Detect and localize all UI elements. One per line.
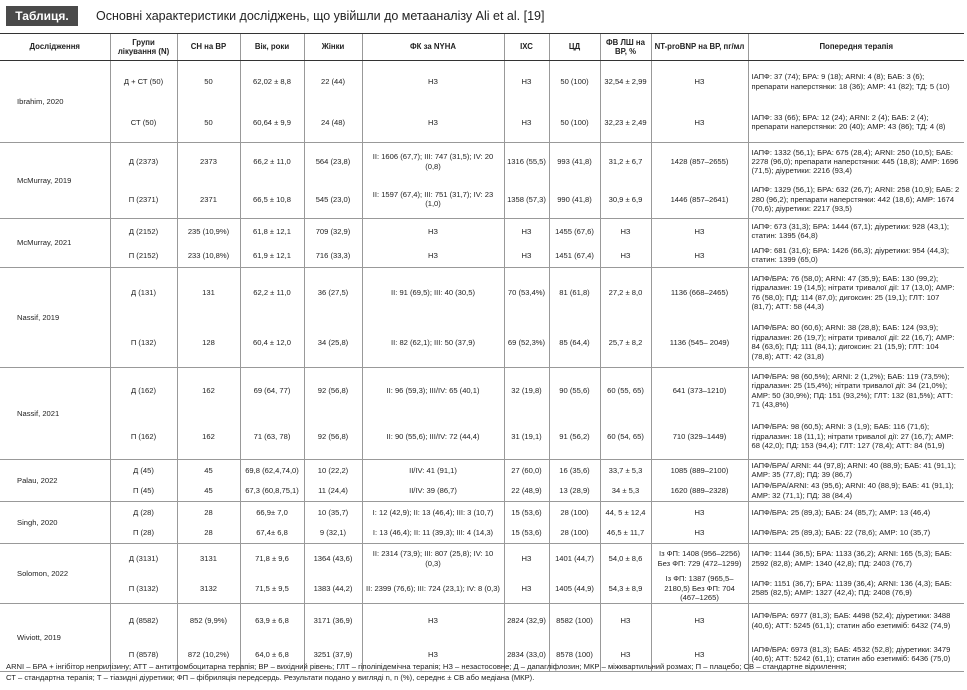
table-row xyxy=(0,368,964,414)
cell-bnp: НЗ xyxy=(651,219,748,244)
cell-bnp: 1136 (545– 2049) xyxy=(651,318,748,368)
cell-nyha: НЗ xyxy=(362,604,504,638)
cell-hf: 3132 xyxy=(177,574,240,604)
cell-women: 716 (33,3) xyxy=(304,244,362,268)
study-name: Wiviott, 2019 xyxy=(0,604,110,672)
table-label: Таблиця. xyxy=(6,6,78,26)
cell-therapy: ІАПФ/БРА: 80 (60,6); ARNI: 38 (28,8); БАБ: 124 (93,9); гідралазин: 26 (19,7); нітрати тривалої дії: 22 (16,7); AMP: 84 (63,6); ПД: 111 (84,1); дигоксин: 21 (15,9); ГЛТ: 104 (78,8); АТТ: 42 (31,8) xyxy=(748,318,964,368)
cell-hf: 162 xyxy=(177,368,240,414)
cell-nyha: ІІ/IV: 39 (86,7) xyxy=(362,481,504,502)
table-row xyxy=(0,460,964,481)
cell-hf: 2373 xyxy=(177,143,240,181)
cell-lvef: НЗ xyxy=(600,638,651,672)
table-row xyxy=(0,604,964,638)
cell-nyha: НЗ xyxy=(362,244,504,268)
cell-lvef: 46,5 ± 11,7 xyxy=(600,523,651,544)
cell-therapy: ІАПФ: 1144 (36,5); БРА: 1133 (36,2); ARNI: 165 (5,3); БАБ: 2592 (82,8); AMP: 1340 (42,8); ПД: 2403 (76,7) xyxy=(748,544,964,574)
table-row xyxy=(0,61,964,103)
cell-dm: 16 (35,6) xyxy=(549,460,600,481)
cell-ihd: НЗ xyxy=(504,103,549,143)
cell-therapy: ІАПФ/БРА: 98 (60,5); ARNI: 3 (1,9); БАБ: 116 (71,6); гідралазин: 18 (11,1); нітрати тривалої дії: 27 (16,7); AMP: 68 (42,0); ПД: 153 (94,4); ГЛТ: 127 (78,4); АТТ: 84 (51,9) xyxy=(748,414,964,460)
cell-lvef: 33,7 ± 5,3 xyxy=(600,460,651,481)
cell-group: П (45) xyxy=(110,481,177,502)
cell-hf: 128 xyxy=(177,318,240,368)
cell-nyha: ІІ: 2399 (76,6); ІІІ: 724 (23,1); IV: 8 (0,3) xyxy=(362,574,504,604)
cell-hf: 28 xyxy=(177,523,240,544)
cell-dm: 1405 (44,9) xyxy=(549,574,600,604)
cell-lvef: 32,54 ± 2,99 xyxy=(600,61,651,103)
cell-hf: 2371 xyxy=(177,181,240,219)
cell-lvef: 27,2 ± 8,0 xyxy=(600,268,651,318)
cell-age: 62,2 ± 11,0 xyxy=(240,268,304,318)
column-header: СН на ВР xyxy=(177,34,240,61)
table-row xyxy=(0,244,964,268)
cell-bnp: НЗ xyxy=(651,523,748,544)
table-row xyxy=(0,574,964,604)
cell-therapy: ІАПФ/БРА: 25 (89,3); БАБ: 22 (78,6); AMP: 10 (35,7) xyxy=(748,523,964,544)
cell-bnp: 1620 (889–2328) xyxy=(651,481,748,502)
cell-bnp: 1136 (668–2465) xyxy=(651,268,748,318)
cell-nyha: ІІ: 1597 (67,4); ІІІ: 751 (31,7); IV: 23 (1,0) xyxy=(362,181,504,219)
cell-group: Д (8582) xyxy=(110,604,177,638)
cell-ihd: НЗ xyxy=(504,574,549,604)
column-header: NT-proBNP на ВР, пг/мл xyxy=(651,34,748,61)
cell-group: Д (131) xyxy=(110,268,177,318)
cell-group: П (2152) xyxy=(110,244,177,268)
column-header: ФВ ЛШ на ВР, % xyxy=(600,34,651,61)
cell-therapy: ІАПФ: 1332 (56,1); БРА: 675 (28,4); ARNI: 250 (10,5); БАБ: 2278 (96,0); препарати наперстянки: 445 (18,8); AMP: 1696 (71,5); діуретики: 2216 (93,4) xyxy=(748,143,964,181)
cell-women: 92 (56,8) xyxy=(304,368,362,414)
cell-therapy: ІАПФ/БРА: 6973 (81,3); БАБ: 4532 (52,8); діуретики: 3479 (40,6); АТТ: 5242 (61,1); статин або езетиміб: 6436 (75,0) xyxy=(748,638,964,672)
cell-women: 24 (48) xyxy=(304,103,362,143)
cell-therapy: ІАПФ/БРА/ ARNI: 44 (97,8); ARNI: 40 (88,9); БАБ: 41 (91,1); AMP: 35 (77,8); ПД: 39 (86,7) xyxy=(748,460,964,481)
cell-nyha: ІІ/IV: 41 (91,1) xyxy=(362,460,504,481)
cell-dm: 13 (28,9) xyxy=(549,481,600,502)
cell-lvef: 32,23 ± 2,49 xyxy=(600,103,651,143)
column-header: ІХС xyxy=(504,34,549,61)
table-footnote xyxy=(6,661,961,683)
cell-dm: 990 (41,8) xyxy=(549,181,600,219)
cell-hf: 872 (10,2%) xyxy=(177,638,240,672)
cell-therapy: ІАПФ/БРА: 76 (58,0); ARNI: 47 (35,9); БАБ: 130 (99,2); гідралазин: 19 (14,5); нітрати тривалої дії: 17 (13,0); AMP: 76 (58,0); ПД: 114 (87,0); дигоксин: 25 (19,1); ГЛТ: 107 (81,7); АТТ: 58 (44,3) xyxy=(748,268,964,318)
study-name: Nassif, 2019 xyxy=(0,268,110,368)
cell-ihd: 32 (19,8) xyxy=(504,368,549,414)
cell-group: П (162) xyxy=(110,414,177,460)
cell-hf: 28 xyxy=(177,502,240,523)
study-name: Nassif, 2021 xyxy=(0,368,110,460)
cell-bnp: НЗ xyxy=(651,103,748,143)
cell-women: 92 (56,8) xyxy=(304,414,362,460)
cell-hf: 45 xyxy=(177,460,240,481)
cell-ihd: 1316 (55,5) xyxy=(504,143,549,181)
cell-nyha: НЗ xyxy=(362,61,504,103)
cell-group: П (8578) xyxy=(110,638,177,672)
cell-age: 66,5 ± 10,8 xyxy=(240,181,304,219)
cell-ihd: НЗ xyxy=(504,61,549,103)
cell-dm: 1455 (67,6) xyxy=(549,219,600,244)
table-container xyxy=(0,33,967,672)
cell-bnp: НЗ xyxy=(651,244,748,268)
cell-age: 67,3 (60,8,75,1) xyxy=(240,481,304,502)
cell-ihd: 31 (19,1) xyxy=(504,414,549,460)
table-row xyxy=(0,103,964,143)
table-row xyxy=(0,523,964,544)
cell-ihd: 2834 (33,0) xyxy=(504,638,549,672)
cell-dm: 8582 (100) xyxy=(549,604,600,638)
cell-women: 709 (32,9) xyxy=(304,219,362,244)
cell-dm: 90 (55,6) xyxy=(549,368,600,414)
cell-bnp: НЗ xyxy=(651,61,748,103)
cell-hf: 3131 xyxy=(177,544,240,574)
cell-ihd: 2824 (32,9) xyxy=(504,604,549,638)
column-header: Вік, роки xyxy=(240,34,304,61)
cell-dm: 993 (41,8) xyxy=(549,143,600,181)
table-row xyxy=(0,181,964,219)
cell-group: Д (45) xyxy=(110,460,177,481)
cell-ihd: 15 (53,6) xyxy=(504,502,549,523)
cell-ihd: НЗ xyxy=(504,544,549,574)
cell-age: 71 (63, 78) xyxy=(240,414,304,460)
table-body xyxy=(0,61,964,672)
cell-hf: 852 (9,9%) xyxy=(177,604,240,638)
cell-ihd: 27 (60,0) xyxy=(504,460,549,481)
cell-nyha: ІІ: 91 (69,5); ІІІ: 40 (30,5) xyxy=(362,268,504,318)
cell-age: 69 (64, 77) xyxy=(240,368,304,414)
cell-ihd: 22 (48,9) xyxy=(504,481,549,502)
cell-women: 11 (24,4) xyxy=(304,481,362,502)
cell-lvef: 31,2 ± 6,7 xyxy=(600,143,651,181)
studies-table xyxy=(0,33,964,672)
table-row xyxy=(0,219,964,244)
cell-group: Д (2373) xyxy=(110,143,177,181)
table-row xyxy=(0,414,964,460)
cell-bnp: Із ФП: 1408 (956–2256) Без ФП: 729 (472–1299) xyxy=(651,544,748,574)
table-header-row xyxy=(0,34,964,61)
footnote-line-1: ARNI – БРА + інгібітор неприлізину; АТТ – антитромбоцитарна терапія; ВР – вихідний рівень; ГЛТ – гіполіпідемічна терапія; НЗ – незастосовне; Д – дапагліфлозин; МКР – міжквартильний розмах; П – плацебо; СВ – стандартне відхилення; xyxy=(6,662,847,671)
cell-women: 545 (23,0) xyxy=(304,181,362,219)
column-header: ЦД xyxy=(549,34,600,61)
cell-nyha: НЗ xyxy=(362,103,504,143)
cell-therapy: ІАПФ: 681 (31,6); БРА: 1426 (66,3); діуретики: 954 (44,3); статин: 1399 (65,0) xyxy=(748,244,964,268)
cell-ihd: НЗ xyxy=(504,219,549,244)
study-name: McMurray, 2019 xyxy=(0,143,110,219)
cell-women: 36 (27,5) xyxy=(304,268,362,318)
cell-age: 61,9 ± 12,1 xyxy=(240,244,304,268)
cell-women: 564 (23,8) xyxy=(304,143,362,181)
cell-women: 34 (25,8) xyxy=(304,318,362,368)
cell-lvef: НЗ xyxy=(600,604,651,638)
cell-group: СТ (50) xyxy=(110,103,177,143)
study-name: McMurray, 2021 xyxy=(0,219,110,268)
cell-hf: 233 (10,8%) xyxy=(177,244,240,268)
cell-group: П (28) xyxy=(110,523,177,544)
cell-dm: 50 (100) xyxy=(549,103,600,143)
cell-nyha: ІІ: 96 (59,3); ІІІ/IV: 65 (40,1) xyxy=(362,368,504,414)
cell-age: 71,8 ± 9,6 xyxy=(240,544,304,574)
cell-ihd: 69 (52,3%) xyxy=(504,318,549,368)
cell-therapy: ІАПФ: 37 (74); БРА: 9 (18); ARNI: 4 (8); БАБ: 3 (6); препарати наперстянки: 18 (36); AMP: 41 (82); ТД: 5 (10) xyxy=(748,61,964,103)
cell-nyha: ІІ: 90 (55,6); ІІІ/IV: 72 (44,4) xyxy=(362,414,504,460)
cell-hf: 235 (10,9%) xyxy=(177,219,240,244)
cell-dm: 28 (100) xyxy=(549,523,600,544)
cell-bnp: НЗ xyxy=(651,638,748,672)
cell-group: Д (3131) xyxy=(110,544,177,574)
cell-lvef: 60 (54, 65) xyxy=(600,414,651,460)
cell-nyha: ІІ: 1606 (67,7); ІІІ: 747 (31,5); IV: 20 (0,8) xyxy=(362,143,504,181)
cell-ihd: 15 (53,6) xyxy=(504,523,549,544)
cell-dm: 8578 (100) xyxy=(549,638,600,672)
cell-ihd: НЗ xyxy=(504,244,549,268)
cell-lvef: 25,7 ± 8,2 xyxy=(600,318,651,368)
cell-women: 10 (35,7) xyxy=(304,502,362,523)
cell-nyha: НЗ xyxy=(362,219,504,244)
cell-dm: 1451 (67,4) xyxy=(549,244,600,268)
cell-therapy: ІАПФ: 33 (66); БРА: 12 (24); ARNI: 2 (4); БАБ: 2 (4); препарати наперстянки: 20 (40); AMP: 43 (86); ТД: 4 (8) xyxy=(748,103,964,143)
footnote-line-2: СТ – стандартна терапія; Т – тіазидні діуретики; ФП – фібриляція передсердь. Результати подано у вигляді n, n (%), середнє ± СВ або медіана (МКР). xyxy=(6,673,535,682)
cell-women: 3171 (36,9) xyxy=(304,604,362,638)
cell-age: 60,4 ± 12,0 xyxy=(240,318,304,368)
cell-lvef: 54,0 ± 8,6 xyxy=(600,544,651,574)
cell-age: 62,02 ± 8,8 xyxy=(240,61,304,103)
cell-bnp: Із ФП: 1387 (965,5–2180,5) Без ФП: 704 (467–1265) xyxy=(651,574,748,604)
cell-age: 69,8 (62,4,74,0) xyxy=(240,460,304,481)
cell-age: 61,8 ± 12,1 xyxy=(240,219,304,244)
column-header: Дослідження xyxy=(0,34,110,61)
study-name: Ibrahim, 2020 xyxy=(0,61,110,143)
column-header: Попередня терапія xyxy=(748,34,964,61)
cell-lvef: 34 ± 5,3 xyxy=(600,481,651,502)
cell-dm: 81 (61,8) xyxy=(549,268,600,318)
table-row xyxy=(0,502,964,523)
cell-bnp: 1428 (857–2655) xyxy=(651,143,748,181)
cell-women: 10 (22,2) xyxy=(304,460,362,481)
cell-dm: 85 (64,4) xyxy=(549,318,600,368)
cell-therapy: ІАПФ/БРА: 6977 (81,3); БАБ: 4498 (52,4); діуретики: 3488 (40,6); АТТ: 5245 (61,1); статин або езетиміб: 6432 (74,9) xyxy=(748,604,964,638)
cell-lvef: 60 (55, 65) xyxy=(600,368,651,414)
column-header: Групи лікування (N) xyxy=(110,34,177,61)
cell-age: 66,2 ± 11,0 xyxy=(240,143,304,181)
cell-age: 60,64 ± 9,9 xyxy=(240,103,304,143)
cell-bnp: НЗ xyxy=(651,502,748,523)
cell-nyha: І: 13 (46,4); ІІ: 11 (39,3); ІІІ: 4 (14,3) xyxy=(362,523,504,544)
cell-women: 9 (32,1) xyxy=(304,523,362,544)
cell-women: 22 (44) xyxy=(304,61,362,103)
cell-nyha: І: 12 (42,9); ІІ: 13 (46,4); ІІІ: 3 (10,7) xyxy=(362,502,504,523)
cell-lvef: 44, 5 ± 12,4 xyxy=(600,502,651,523)
cell-bnp: 641 (373–1210) xyxy=(651,368,748,414)
cell-ihd: 1358 (57,3) xyxy=(504,181,549,219)
cell-hf: 131 xyxy=(177,268,240,318)
cell-dm: 1401 (44,7) xyxy=(549,544,600,574)
cell-age: 67,4± 6,8 xyxy=(240,523,304,544)
table-row xyxy=(0,268,964,318)
cell-hf: 50 xyxy=(177,103,240,143)
cell-therapy: ІАПФ/БРА/ARNI: 43 (95,6); ARNI: 40 (88,9); БАБ: 41 (91,1); AMP: 32 (71,1); ПД: 38 (84,4) xyxy=(748,481,964,502)
cell-women: 1383 (44,2) xyxy=(304,574,362,604)
cell-group: Д (28) xyxy=(110,502,177,523)
cell-lvef: 54,3 ± 8,9 xyxy=(600,574,651,604)
cell-age: 64,0 ± 6,8 xyxy=(240,638,304,672)
cell-lvef: НЗ xyxy=(600,244,651,268)
cell-bnp: 1446 (857–2641) xyxy=(651,181,748,219)
cell-dm: 28 (100) xyxy=(549,502,600,523)
cell-bnp: НЗ xyxy=(651,604,748,638)
cell-dm: 91 (56,2) xyxy=(549,414,600,460)
cell-bnp: 1085 (889–2100) xyxy=(651,460,748,481)
cell-group: П (132) xyxy=(110,318,177,368)
cell-group: Д (2152) xyxy=(110,219,177,244)
study-name: Palau, 2022 xyxy=(0,460,110,502)
cell-nyha: ІІ: 82 (62,1); ІІІ: 50 (37,9) xyxy=(362,318,504,368)
cell-therapy: ІАПФ/БРА: 98 (60,5%); ARNI: 2 (1,2%); БАБ: 119 (73,5%); гідралазин: 25 (15,4%); нітрати тривалої дії: 34 (21,0%); AMP: 50 (30,9%); ПД: 151 (93,2%); ГЛТ: 132 (81,5%); АТТ: 71 (43,8%) xyxy=(748,368,964,414)
table-header xyxy=(0,0,967,32)
cell-nyha: ІІ: 2314 (73,9); ІІІ: 807 (25,8); IV: 10 (0,3) xyxy=(362,544,504,574)
cell-lvef: 30,9 ± 6,9 xyxy=(600,181,651,219)
study-name: Singh, 2020 xyxy=(0,502,110,544)
cell-women: 1364 (43,6) xyxy=(304,544,362,574)
cell-group: Д (162) xyxy=(110,368,177,414)
table-row xyxy=(0,143,964,181)
cell-group: П (3132) xyxy=(110,574,177,604)
table-row xyxy=(0,481,964,502)
cell-group: П (2371) xyxy=(110,181,177,219)
cell-age: 71,5 ± 9,5 xyxy=(240,574,304,604)
cell-therapy: ІАПФ: 673 (31,3); БРА: 1444 (67,1); діуретики: 928 (43,1); статин: 1395 (64,8) xyxy=(748,219,964,244)
cell-therapy: ІАПФ/БРА: 25 (89,3); БАБ: 24 (85,7); AMP: 13 (46,4) xyxy=(748,502,964,523)
cell-hf: 50 xyxy=(177,61,240,103)
cell-therapy: ІАПФ: 1329 (56,1); БРА: 632 (26,7); ARNI: 258 (10,9); БАБ: 2 280 (96,2); препарати наперстянки: 442 (18,6); AMP: 1674 (70,6); діуретики: 2217 (93,5) xyxy=(748,181,964,219)
table-row xyxy=(0,544,964,574)
cell-group: Д + СТ (50) xyxy=(110,61,177,103)
cell-ihd: 70 (53,4%) xyxy=(504,268,549,318)
cell-nyha: НЗ xyxy=(362,638,504,672)
cell-hf: 162 xyxy=(177,414,240,460)
table-title: Основні характеристики досліджень, що увійшли до метааналізу Ali et al. [19] xyxy=(96,9,545,23)
cell-bnp: 710 (329–1449) xyxy=(651,414,748,460)
table-row xyxy=(0,318,964,368)
study-name: Solomon, 2022 xyxy=(0,544,110,604)
cell-hf: 45 xyxy=(177,481,240,502)
column-header: ФК за NYHA xyxy=(362,34,504,61)
cell-therapy: ІАПФ: 1151 (36,7); БРА: 1139 (36,4); ARNI: 136 (4,3); БАБ: 2585 (82,5); AMP: 1327 (42,4); ПД: 2408 (76,9) xyxy=(748,574,964,604)
cell-age: 66,9± 7,0 xyxy=(240,502,304,523)
cell-lvef: НЗ xyxy=(600,219,651,244)
cell-age: 63,9 ± 6,8 xyxy=(240,604,304,638)
column-header: Жінки xyxy=(304,34,362,61)
cell-dm: 50 (100) xyxy=(549,61,600,103)
cell-women: 3251 (37,9) xyxy=(304,638,362,672)
